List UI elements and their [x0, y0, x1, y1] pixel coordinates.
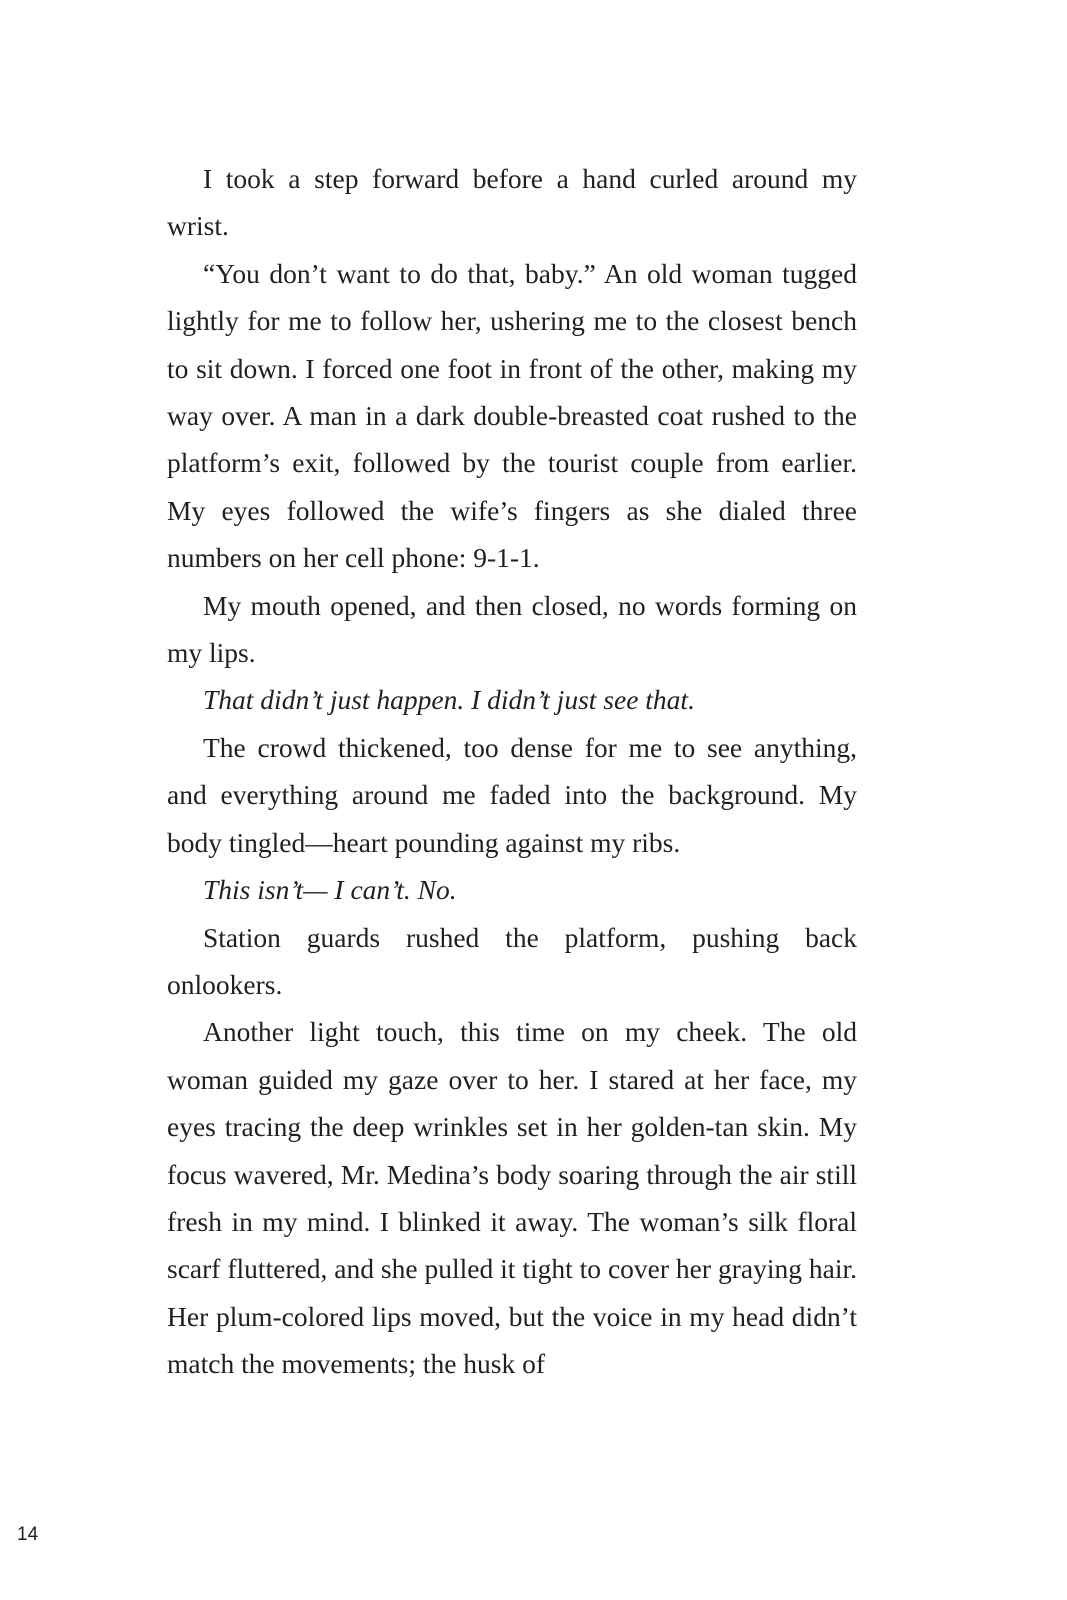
body-text — [167, 155, 857, 1388]
paragraph-5: The crowd thickened, too dense for me to see anything, and everything around me faded into the background. My body tingled—heart pounding against my ribs. — [167, 731, 857, 858]
paragraph-3: My mouth opened, and then closed, no words forming on my lips. — [167, 589, 857, 669]
page-number: 14 — [17, 1524, 39, 1545]
paragraph-6-italic-thought: This isn’t— I can’t. No. — [203, 874, 457, 906]
paragraph-1: I took a step forward before a hand curled around my wrist. — [167, 163, 857, 242]
paragraph-4-italic-thought: That didn’t just happen. I didn’t just see that. — [203, 684, 695, 716]
paragraph-8: Another light touch, this time on my cheek. The old woman guided my gaze over to her. I stared at her face, my eyes tracing the deep wrinkles set in her golden-tan skin. My focus wavered, Mr. Medina’s body soaring through the air still fresh in my mind. I blinked it away. The woman’s silk floral scarf fluttered, and she pulled it tight to cover her graying hair. Her plum-colored lips moved, but the voice in my head didn’t match the movements; the husk of — [167, 1016, 857, 1380]
paragraph-2: “You don’t want to do that, baby.” An old woman tugged lightly for me to follow her, ushering me to the closest bench to sit down. I forced one foot in front of the other, making my way over. A man in a dark double-breasted coat rushed to the platform’s exit, followed by the tourist couple from earlier. My eyes followed the wife’s fingers as she dialed three numbers on her cell phone: 9-1-1. — [167, 257, 857, 574]
paragraph-7: Station guards rushed the platform, pushing back onlookers. — [167, 921, 857, 1000]
